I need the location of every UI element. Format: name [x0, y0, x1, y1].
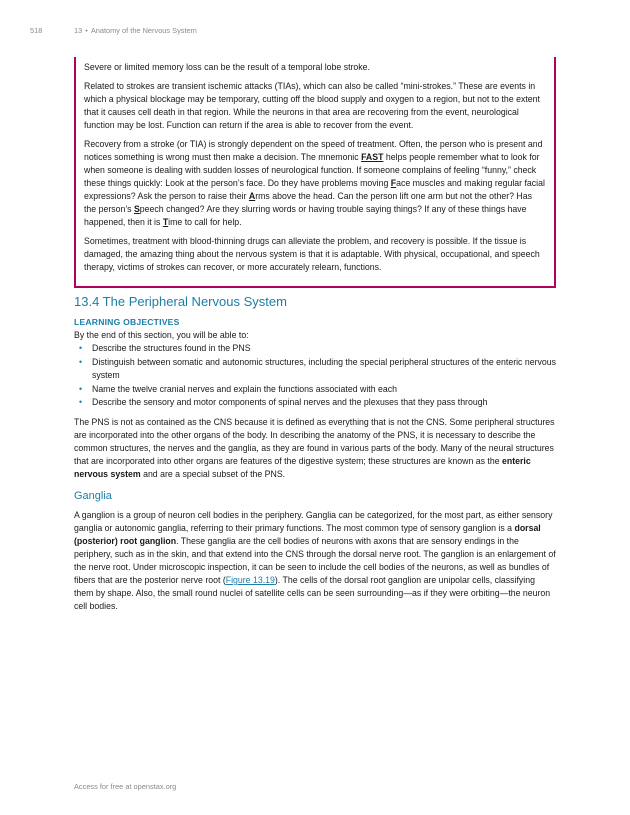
list-item: • Distinguish between somatic and autonomic structures, including the special peripheral structures of the enteric nervous system: [92, 356, 556, 383]
learning-objectives-intro: By the end of this section, you will be able to:: [74, 330, 249, 340]
text-run: rms above the head. Can the person lift one arm but not the other? Has the person’s: [84, 191, 532, 214]
fast-mnemonic: FAST: [361, 152, 384, 162]
text-run: peech changed? Are they slurring words or having trouble saying things? If any of these things have happened, then it is: [84, 204, 527, 227]
chapter-number: 13: [74, 26, 83, 35]
mnemonic-letter-a: A: [248, 191, 256, 201]
section-title: 13.4 The Peripheral Nervous System: [74, 294, 287, 309]
subsection-title: Ganglia: [74, 489, 112, 502]
mnemonic-letter-t: T: [162, 217, 169, 227]
page-header: [30, 26, 197, 35]
box-paragraph-fast: [84, 138, 546, 229]
main-content: [74, 294, 556, 613]
feature-box: [74, 57, 556, 288]
figure-link[interactable]: Figure 13.19: [225, 574, 275, 585]
text-run: helps people remember what to look for when someone is dealing with sudden losses of neurological function. If someone complains of feeling “funny,” check these things quickly: Look at the person’s face. Do they have problems moving: [84, 152, 540, 188]
chapter-title: Anatomy of the Nervous System: [90, 26, 197, 35]
text-run: and are a special subset of the PNS.: [140, 468, 286, 479]
section-intro-paragraph: [74, 416, 556, 481]
list-item: • Name the twelve cranial nerves and explain the functions associated with each: [92, 383, 556, 397]
box-paragraph: Severe or limited memory loss can be the result of a temporal lobe stroke.: [84, 62, 370, 72]
box-paragraph: Related to strokes are transient ischemic attacks (TIAs), which can also be called “mini-strokes.” These are events in which a physical blockage may be temporary, cutting off the blood supply and oxygen to a region, but not to the extent that it causes cell death in that region. While the neurons in that area are recovering from the event, neurological function may be lost. Function can return if the area is able to recover from the event.: [84, 81, 540, 130]
text-run: ace muscles and making regular facial expressions? Ask the person to raise their: [84, 178, 545, 201]
objectives-list: [74, 342, 556, 410]
page-number: 518: [30, 26, 43, 35]
text-run: A ganglion is a group of neuron cell bodies in the periphery. Ganglia can be categorized, for the most part, as either sensory ganglia or autonomic ganglia, referring to their primary functions. The most common type of sensory ganglion is a: [74, 509, 553, 533]
header-separator: •: [85, 26, 88, 35]
text-run: Recovery from a stroke (or TIA) is strongly dependent on the speed of treatment. Often, the person who is present and notices something is wrong must then make a decision. The mnemonic: [84, 139, 543, 162]
text-run: ). The cells of the dorsal root ganglion are unipolar cells, classifying them by shape. Also, the small round nuclei of satellite cells can be seen surrounding—as if they were orbiting—the neuron cell bodies.: [74, 574, 551, 611]
term-enteric-nervous-system: enteric nervous system: [74, 455, 531, 479]
learning-objectives-heading: LEARNING OBJECTIVES: [74, 317, 180, 327]
text-run: . These ganglia are the cell bodies of neurons with axons that are sensory endings in the periphery, such as in the skin, and that extend into the CNS through the dorsal nerve root. The ganglion is an enlargement of the nerve root. Under microscopic inspection, it can be seen to include the cell bodies of the neurons, as well as bundles of fibers that are the posterior nerve root (: [74, 535, 556, 585]
text-run: ime to call for help.: [168, 217, 242, 227]
list-item: • Describe the structures found in the PNS: [92, 342, 556, 356]
page-footer: Access for free at openstax.org: [74, 782, 177, 791]
list-item: • Describe the sensory and motor components of spinal nerves and the plexuses that they pass through: [92, 396, 556, 410]
box-paragraph: Sometimes, treatment with blood-thinning drugs can alleviate the problem, and recovery is possible. If the tissue is damaged, the amazing thing about the nervous system is that it is adaptable. With physical, occupational, and speech therapy, victims of strokes can recover, or more accurately relearn, functions.: [84, 236, 540, 272]
mnemonic-letter-s: S: [133, 204, 140, 214]
mnemonic-letter-f: F: [390, 178, 397, 188]
text-run: The PNS is not as contained as the CNS because it is defined as everything that is not the CNS. Some peripheral structures are incorporated into the other organs of the body. In describing the anatomy of the PNS, it is necessary to describe the common structures, the nerves and the ganglia, as they are found in various parts of the body. Many of the neural structures that are incorporated into other organs are features of the digestive system; these structures are known as the: [74, 416, 555, 466]
ganglia-paragraph: [74, 509, 556, 613]
term-dorsal-root-ganglion: dorsal (posterior) root ganglion: [74, 522, 541, 546]
